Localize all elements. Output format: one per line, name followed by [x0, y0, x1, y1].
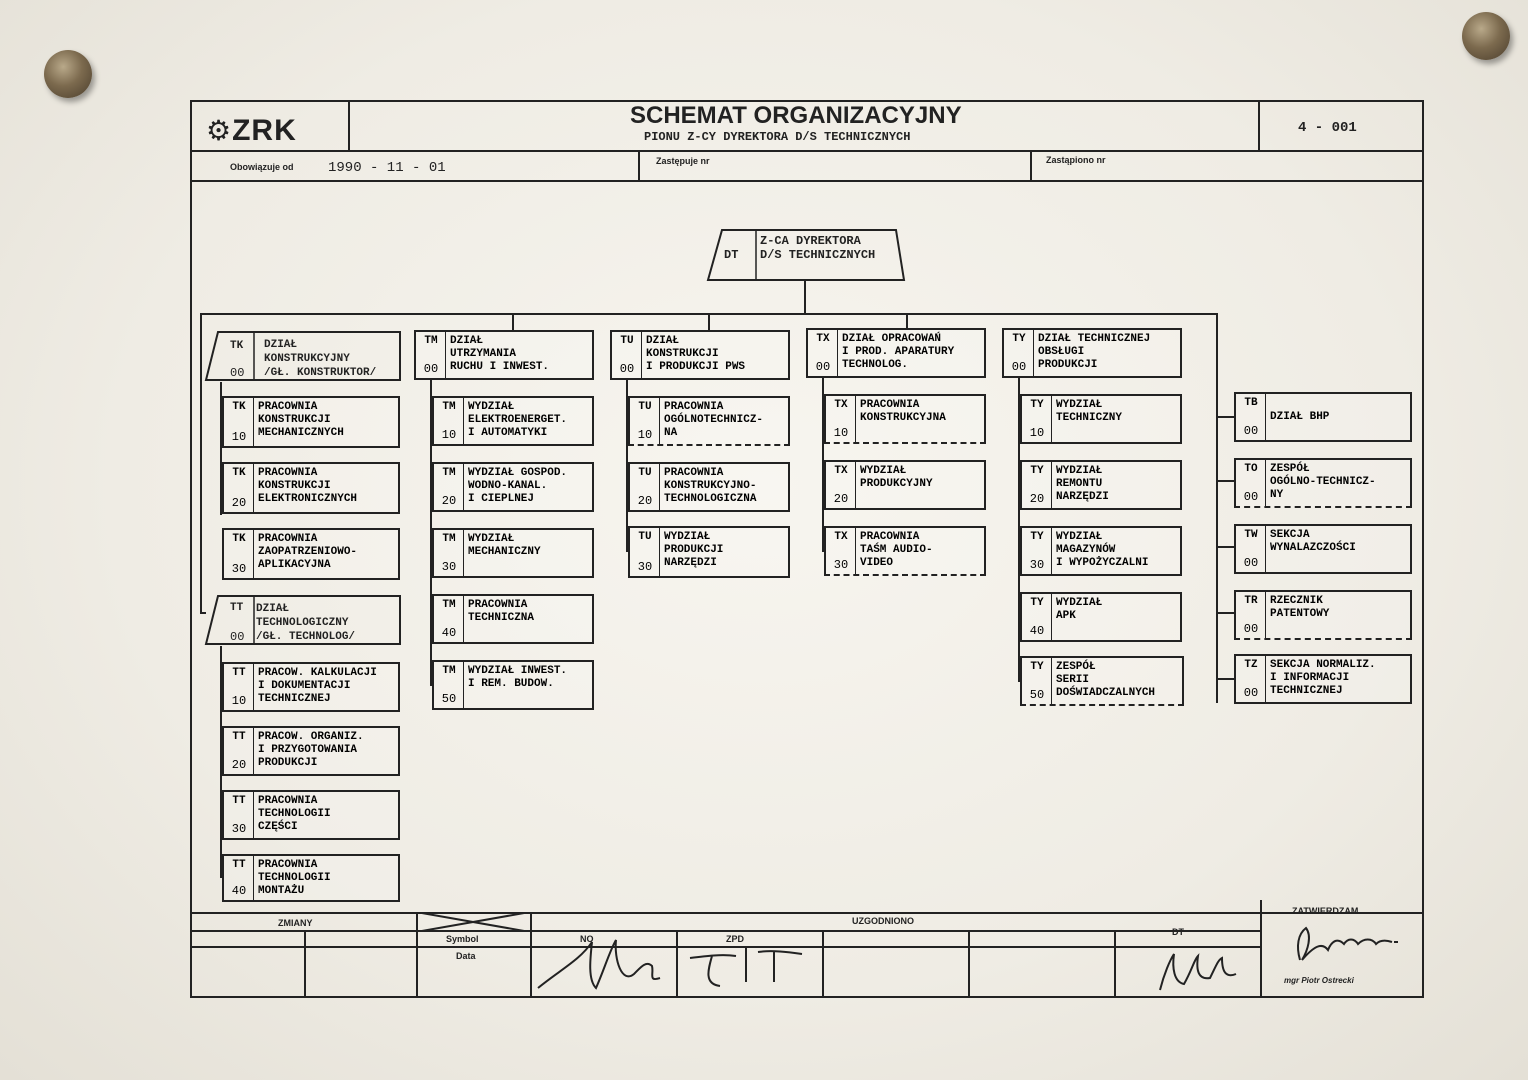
unit-number: 00	[619, 362, 635, 376]
unit-tu30	[628, 526, 790, 578]
unit-tm40	[432, 594, 594, 644]
unit-label: PRACOWNIA TAŚM AUDIO- VIDEO	[860, 531, 933, 569]
signature-approve	[1262, 916, 1422, 976]
unit-symbol: TM	[442, 533, 456, 545]
unit-symbol: TT	[232, 731, 246, 743]
unit-symbol: TX	[834, 465, 848, 477]
connector-line	[304, 930, 306, 998]
pushpin-icon	[44, 50, 92, 98]
unit-symbol: TW	[1244, 529, 1258, 541]
unit-number: 20	[637, 494, 653, 508]
unit-number: 40	[231, 884, 247, 898]
strike-cross	[416, 912, 530, 932]
unit-label: PRACOWNIA TECHNOLOGII CZĘŚCI	[258, 795, 331, 833]
dept-tx	[806, 328, 986, 378]
unit-symbol: TY	[1030, 465, 1044, 477]
unit-label: WYDZIAŁ MECHANICZNY	[468, 533, 541, 558]
signature-no	[530, 930, 676, 996]
dept-tu	[610, 330, 790, 380]
unit-tk10	[222, 396, 400, 448]
unit-label: PRACOW. KALKULACJI I DOKUMENTACJI TECHNICZNEJ	[258, 667, 377, 705]
connector-line	[200, 313, 202, 613]
footer-agreed-label: UZGODNIONO	[852, 916, 914, 926]
document-title: SCHEMAT ORGANIZACYJNY	[630, 102, 962, 129]
unit-number: 40	[1029, 624, 1045, 638]
unit-number: 30	[231, 822, 247, 836]
document-subtitle: PIONU Z-CY DYREKTORA D/S TECHNICZNYCH	[644, 130, 911, 144]
dept-tk-number: 00	[230, 366, 245, 380]
unit-label: SEKCJA NORMALIZ. I INFORMACJI TECHNICZNEJ	[1270, 659, 1376, 697]
unit-symbol: TK	[232, 401, 246, 413]
unit-number: 00	[1243, 424, 1259, 438]
dept-tt-number: 00	[230, 630, 245, 644]
unit-tt30	[222, 790, 400, 840]
connector-line	[348, 100, 350, 150]
unit-label: PRACOWNIA TECHNICZNA	[468, 599, 535, 624]
connector-line	[1216, 480, 1234, 482]
unit-number: 30	[637, 560, 653, 574]
unit-symbol: TU	[638, 401, 652, 413]
connector-line	[1216, 546, 1234, 548]
unit-number: 10	[441, 428, 457, 442]
connector-line	[708, 313, 710, 330]
unit-symbol: TY	[1030, 661, 1044, 673]
unit-number: 30	[231, 562, 247, 576]
unit-tk30	[222, 528, 400, 580]
connector-line	[968, 930, 970, 998]
unit-label: PRACOWNIA TECHNOLOGII MONTAŻU	[258, 859, 331, 897]
connector-line	[1216, 416, 1234, 418]
unit-number: 30	[441, 560, 457, 574]
valid-from-label: Obowiązuje od	[230, 162, 294, 172]
unit-symbol: TY	[1012, 333, 1026, 345]
unit-tm50	[432, 660, 594, 710]
unit-number: 10	[231, 694, 247, 708]
unit-label: WYDZIAŁ TECHNICZNY	[1056, 399, 1123, 424]
unit-number: 20	[231, 496, 247, 510]
unit-number: 00	[1243, 556, 1259, 570]
unit-tm20	[432, 462, 594, 512]
unit-symbol: TX	[834, 531, 848, 543]
unit-label: PRACOWNIA KONSTRUKCJI MECHANICZNYCH	[258, 401, 344, 439]
unit-number: 00	[423, 362, 439, 376]
unit-tt10	[222, 662, 400, 712]
unit-symbol: TM	[424, 335, 438, 347]
dept-tk-symbol: TK	[230, 340, 244, 352]
unit-number: 10	[231, 430, 247, 444]
unit-symbol: TU	[638, 467, 652, 479]
unit-number: 10	[637, 428, 653, 442]
unit-label: ZESPÓŁ OGÓLNO-TECHNICZ- NY	[1270, 463, 1376, 501]
unit-label: WYDZIAŁ MAGAZYNÓW I WYPOŻYCZALNI	[1056, 531, 1149, 569]
unit-tk20	[222, 462, 400, 514]
unit-symbol: TU	[638, 531, 652, 543]
unit-number: 20	[441, 494, 457, 508]
unit-label: WYDZIAŁ REMONTU NARZĘDZI	[1056, 465, 1109, 503]
unit-number: 20	[231, 758, 247, 772]
unit-number: 10	[833, 426, 849, 440]
logo-icon: ⚙	[206, 115, 233, 146]
unit-label: PRACOWNIA ZAOPATRZENIOWO- APLIKACYJNA	[258, 533, 358, 571]
document-number: 4 - 001	[1298, 120, 1357, 136]
unit-symbol: TK	[232, 533, 246, 545]
unit-ty40	[1020, 592, 1182, 642]
company-logo: ⚙ZRK	[206, 114, 297, 147]
unit-tu10	[628, 396, 790, 446]
unit-symbol: TU	[620, 335, 634, 347]
staff-to	[1234, 458, 1412, 508]
unit-number: 00	[1011, 360, 1027, 374]
unit-number: 10	[1029, 426, 1045, 440]
unit-label: WYDZIAŁ PRODUKCYJNY	[860, 465, 933, 490]
staff-tw	[1234, 524, 1412, 574]
unit-number: 30	[833, 558, 849, 572]
unit-symbol: TT	[232, 667, 246, 679]
unit-label: WYDZIAŁ APK	[1056, 597, 1103, 622]
dept-tt-symbol: TT	[230, 602, 244, 614]
unit-number: 00	[1243, 490, 1259, 504]
unit-symbol: TK	[232, 467, 246, 479]
connector-line	[822, 930, 824, 998]
unit-label: ZESPÓŁ SERII DOŚWIADCZALNYCH	[1056, 661, 1156, 699]
staff-tz	[1234, 654, 1412, 704]
unit-ty30	[1020, 526, 1182, 576]
unit-symbol: TT	[232, 795, 246, 807]
footer-zpd-label: ZPD	[726, 934, 744, 944]
unit-number: 00	[1243, 622, 1259, 636]
unit-symbol: TY	[1030, 399, 1044, 411]
unit-label: DZIAŁ UTRZYMANIA RUCHU I INWEST.	[450, 335, 550, 373]
unit-number: 00	[815, 360, 831, 374]
unit-number: 00	[1243, 686, 1259, 700]
unit-label: DZIAŁ BHP	[1270, 411, 1330, 423]
staff-tr	[1234, 590, 1412, 640]
connector-line	[512, 313, 514, 330]
unit-label: DZIAŁ OPRACOWAŃ I PROD. APARATURY TECHNOLOG.	[842, 333, 955, 371]
unit-symbol: TO	[1244, 463, 1258, 475]
unit-symbol: TM	[442, 599, 456, 611]
staff-tb	[1234, 392, 1412, 442]
dept-tm	[414, 330, 594, 380]
unit-label: PRACOWNIA KONSTRUKCYJNA	[860, 399, 946, 424]
unit-number: 30	[1029, 558, 1045, 572]
unit-tx20	[824, 460, 986, 510]
unit-label: PRACOWNIA OGÓLNOTECHNICZ- NA	[664, 401, 764, 439]
unit-number: 50	[1029, 688, 1045, 702]
connector-line	[1030, 150, 1032, 180]
footer-date-label: Data	[456, 951, 476, 961]
unit-symbol: TR	[1244, 595, 1258, 607]
unit-label: SEKCJA WYNALAZCZOŚCI	[1270, 529, 1356, 554]
unit-label: WYDZIAŁ PRODUKCJI NARZĘDZI	[664, 531, 724, 569]
unit-label: PRACOWNIA KONSTRUKCYJNO- TECHNOLOGICZNA	[664, 467, 757, 505]
footer-symbol-label: Symbol	[446, 934, 479, 944]
connector-line	[190, 912, 1424, 914]
connector-line	[1216, 612, 1234, 614]
valid-from-date: 1990 - 11 - 01	[328, 160, 446, 176]
connector-line	[1216, 678, 1234, 680]
unit-label: PRACOW. ORGANIZ. I PRZYGOTOWANIA PRODUKCJI	[258, 731, 364, 769]
connector-line	[190, 150, 1424, 152]
unit-tx10	[824, 394, 986, 444]
unit-label: WYDZIAŁ GOSPOD. WODNO-KANAL. I CIEPLNEJ	[468, 467, 568, 505]
dept-tt-label: DZIAŁ TECHNOLOGICZNY /GŁ. TECHNOLOG/	[256, 603, 356, 643]
unit-label: RZECZNIK PATENTOWY	[1270, 595, 1330, 620]
footer-changes-label: ZMIANY	[278, 918, 313, 928]
connector-line	[804, 281, 806, 314]
unit-symbol: TT	[232, 859, 246, 871]
unit-ty50	[1020, 656, 1184, 706]
connector-line	[638, 150, 640, 180]
unit-number: 50	[441, 692, 457, 706]
connector-line	[1258, 100, 1260, 150]
unit-symbol: TY	[1030, 531, 1044, 543]
unit-tm10	[432, 396, 594, 446]
unit-symbol: TM	[442, 401, 456, 413]
unit-label: DZIAŁ KONSTRUKCJI I PRODUKCJI PWS	[646, 335, 746, 373]
unit-symbol: TM	[442, 467, 456, 479]
unit-number: 40	[441, 626, 457, 640]
unit-tu20	[628, 462, 790, 512]
unit-tt20	[222, 726, 400, 776]
replaces-label: Zastępuje nr	[656, 156, 710, 166]
signature-dt	[1114, 930, 1260, 996]
unit-symbol: TX	[816, 333, 830, 345]
unit-label: WYDZIAŁ ELEKTROENERGET. I AUTOMATYKI	[468, 401, 568, 439]
footer-dt-label: DT	[1172, 927, 1184, 937]
unit-ty20	[1020, 460, 1182, 510]
footer-approve-label: ZATWIERDZAM	[1292, 906, 1359, 916]
unit-symbol: TX	[834, 399, 848, 411]
root-symbol: DT	[724, 248, 739, 262]
unit-symbol: TY	[1030, 597, 1044, 609]
connector-line	[1216, 313, 1218, 703]
unit-label: PRACOWNIA KONSTRUKCJI ELEKTRONICZNYCH	[258, 467, 358, 505]
pushpin-icon	[1462, 12, 1510, 60]
unit-number: 20	[833, 492, 849, 506]
unit-label: WYDZIAŁ INWEST. I REM. BUDOW.	[468, 665, 568, 690]
unit-symbol: TM	[442, 665, 456, 677]
unit-symbol: TB	[1244, 397, 1258, 409]
dept-ty	[1002, 328, 1182, 378]
signature-zpd	[676, 930, 822, 996]
replaced-by-label: Zastąpiono nr	[1046, 155, 1106, 165]
root-label: Z-CA DYREKTORA D/S TECHNICZNYCH	[760, 234, 876, 262]
unit-number: 20	[1029, 492, 1045, 506]
unit-ty10	[1020, 394, 1182, 444]
unit-symbol: TZ	[1244, 659, 1258, 671]
connector-line	[190, 180, 1424, 182]
footer-no-label: NO	[580, 934, 594, 944]
dept-tk-label: DZIAŁ KONSTRUKCYJNY /GŁ. KONSTRUKTOR/	[264, 339, 377, 379]
unit-label: DZIAŁ TECHNICZNEJ OBSŁUGI PRODUKCJI	[1038, 333, 1151, 371]
unit-tm30	[432, 528, 594, 578]
unit-tx30	[824, 526, 986, 576]
unit-tt40	[222, 854, 400, 902]
footer-approver-name: mgr Piotr Ostrecki	[1284, 976, 1354, 985]
